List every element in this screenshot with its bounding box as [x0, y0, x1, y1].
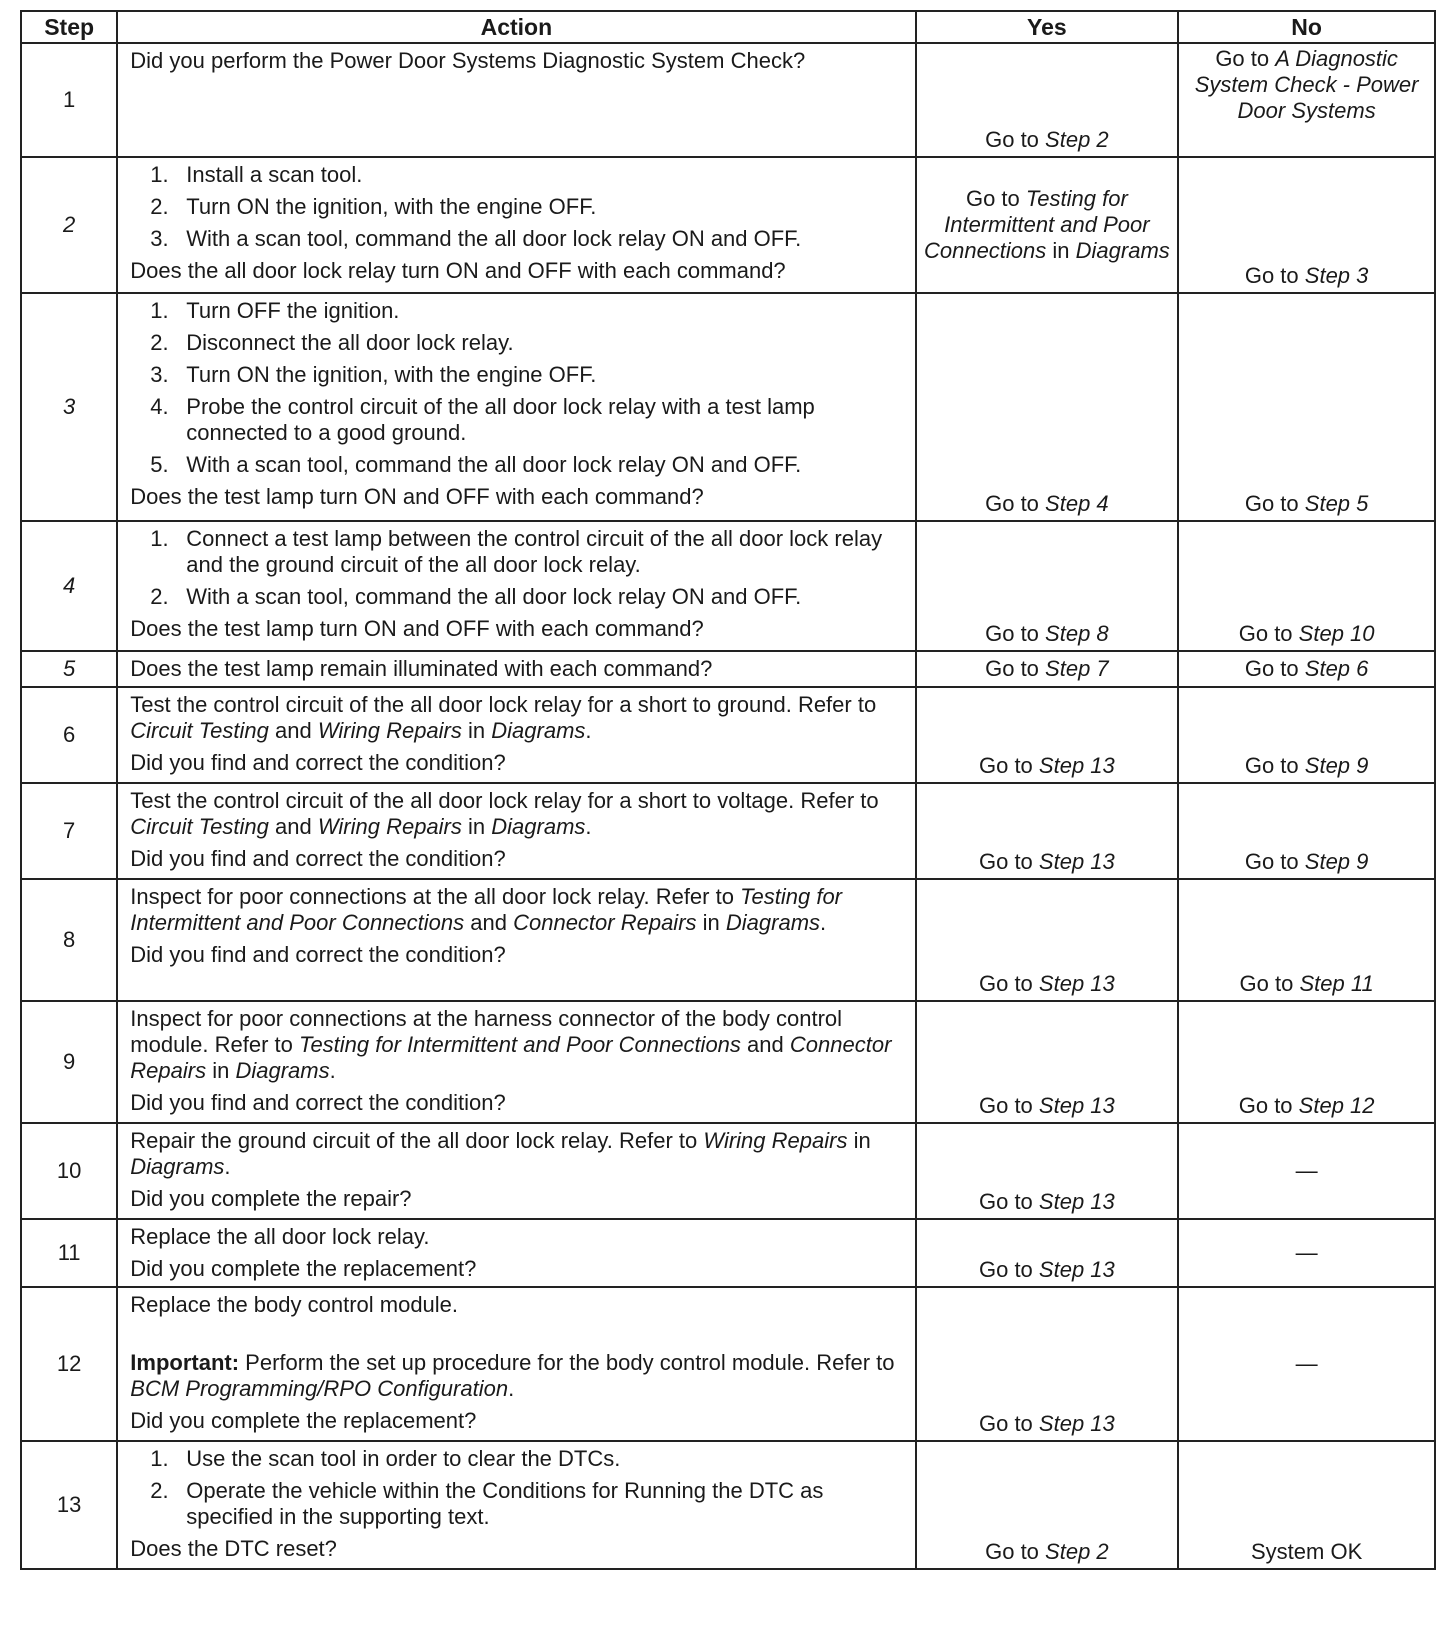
- question: Does the test lamp turn ON and OFF with each command?: [130, 484, 704, 509]
- no-cell: [1178, 1123, 1435, 1219]
- no-cell: Go to Step 3: [1178, 157, 1435, 293]
- list-item: 1. Turn OFF the ignition.: [150, 298, 400, 323]
- no-action-dash: —: [1295, 1157, 1318, 1183]
- question: Does the test lamp turn ON and OFF with each command?: [130, 616, 704, 641]
- step-number: 6: [21, 687, 117, 783]
- header-step: Step: [21, 11, 117, 43]
- yes-cell: Go to Step 13: [916, 879, 1179, 1001]
- action-cell: [117, 1287, 915, 1441]
- diagrams-link[interactable]: Diagrams: [725, 910, 821, 935]
- question: Did you find and correct the condition?: [130, 942, 506, 967]
- yes-cell: Go to Step 13: [916, 1123, 1179, 1219]
- wiring-repairs-link[interactable]: Wiring Repairs: [317, 718, 462, 743]
- table-row: [21, 1123, 1435, 1219]
- wiring-repairs-link[interactable]: Wiring Repairs: [317, 814, 462, 839]
- no-cell: [1178, 1287, 1435, 1441]
- yes-cell: Go to Step 13: [916, 1219, 1179, 1287]
- no-action-dash: —: [1295, 1350, 1318, 1376]
- list-item: 4. Probe the control circuit of the all door lock relay with a test lamp connected to a good ground.: [150, 394, 815, 445]
- step-link[interactable]: Step 6: [1304, 655, 1369, 681]
- step-number: 9: [21, 1001, 117, 1123]
- table-row: [21, 651, 1435, 687]
- question: Did you find and correct the condition?: [130, 1090, 506, 1115]
- step-number: 10: [21, 1123, 117, 1219]
- instruction-text: Test the control circuit of the all door lock relay for a short to voltage. Refer to Circuit Testing and Wiring Repairs in Diagrams.: [130, 788, 879, 839]
- step-link[interactable]: Step 7: [1045, 655, 1109, 681]
- table-row: [21, 1287, 1435, 1441]
- yes-cell: Go to Testing for Intermittent and Poor Connections in Diagrams: [916, 157, 1179, 293]
- action-cell: [117, 157, 915, 293]
- step-link[interactable]: Step 13: [1038, 1257, 1115, 1282]
- action-cell: [117, 1219, 915, 1287]
- instruction-text: Inspect for poor connections at the harness connector of the body control module. Refer to Testing for Intermittent and Poor Connections and Connector Repairs in Diagrams.: [130, 1006, 892, 1083]
- table-row: [21, 293, 1435, 521]
- table-row: [21, 43, 1435, 157]
- diagrams-link[interactable]: Diagrams: [1075, 237, 1170, 263]
- diagrams-link[interactable]: Diagrams: [130, 1154, 225, 1179]
- yes-cell: Go to Step 7: [916, 651, 1179, 687]
- list-item: 3. Turn ON the ignition, with the engine OFF.: [150, 362, 597, 387]
- no-cell: [1178, 43, 1435, 157]
- diagrams-link[interactable]: Diagrams: [491, 814, 586, 839]
- yes-cell: Go to Step 13: [916, 1287, 1179, 1441]
- list-item: 1. Connect a test lamp between the control circuit of the all door lock relay and the ground circuit of the all door lock relay.: [150, 526, 883, 577]
- circuit-testing-link[interactable]: Circuit Testing: [130, 814, 269, 839]
- list-item: 2. With a scan tool, command the all door lock relay ON and OFF.: [150, 584, 802, 609]
- step-number: 11: [21, 1219, 117, 1287]
- no-cell: Go to Step 10: [1178, 521, 1435, 651]
- question: Does the test lamp remain illuminated with each command?: [130, 656, 713, 681]
- step-link[interactable]: Step 9: [1304, 753, 1369, 778]
- action-cell: [117, 1123, 915, 1219]
- step-link[interactable]: Step 13: [1038, 849, 1115, 874]
- step-link[interactable]: Step 13: [1038, 971, 1115, 996]
- step-number: 12: [21, 1287, 117, 1441]
- list-item: 5. With a scan tool, command the all door lock relay ON and OFF.: [150, 452, 802, 477]
- yes-cell: Go to Step 2: [916, 1441, 1179, 1569]
- no-cell: Go to Step 5: [1178, 293, 1435, 521]
- step-link[interactable]: Step 13: [1038, 753, 1115, 778]
- list-item: 2. Turn ON the ignition, with the engine OFF.: [150, 194, 597, 219]
- no-cell: Go to Step 9: [1178, 687, 1435, 783]
- step-link[interactable]: Step 3: [1304, 263, 1369, 288]
- question: Does the all door lock relay turn ON and OFF with each command?: [130, 258, 786, 283]
- step-number: 4: [21, 521, 117, 651]
- step-number: 2: [21, 157, 117, 293]
- diagrams-link[interactable]: Diagrams: [491, 718, 586, 743]
- table-header-row: [21, 11, 1435, 43]
- question: Did you find and correct the condition?: [130, 846, 506, 871]
- header-yes: Yes: [916, 11, 1179, 43]
- connector-repairs-link[interactable]: Connector Repairs: [513, 910, 697, 935]
- system-ok-text: System OK: [1251, 1539, 1363, 1564]
- action-cell: [117, 783, 915, 879]
- diagnostic-table: [20, 10, 1436, 1570]
- step-link[interactable]: Step 13: [1038, 1411, 1115, 1436]
- table-row: [21, 1441, 1435, 1569]
- question: Does the DTC reset?: [130, 1536, 337, 1561]
- yes-cell: Go to Step 13: [916, 687, 1179, 783]
- wiring-repairs-link[interactable]: Wiring Repairs: [703, 1128, 848, 1153]
- testing-intermittent-link[interactable]: Testing for Intermittent and Poor Connections: [130, 884, 843, 935]
- step-link[interactable]: Step 11: [1299, 971, 1374, 996]
- bcm-programming-link[interactable]: BCM Programming/RPO Configuration: [130, 1376, 509, 1401]
- action-cell: [117, 879, 915, 1001]
- step-link[interactable]: Step 10: [1298, 621, 1375, 646]
- no-cell: Go to Step 9: [1178, 783, 1435, 879]
- yes-cell: [916, 43, 1179, 157]
- question: Did you complete the replacement?: [130, 1408, 477, 1433]
- table-row: [21, 687, 1435, 783]
- yes-cell: Go to Step 13: [916, 1001, 1179, 1123]
- list-item: 1. Use the scan tool in order to clear the DTCs.: [150, 1446, 621, 1471]
- table-row: [21, 879, 1435, 1001]
- instruction-text: Repair the ground circuit of the all door lock relay. Refer to Wiring Repairs in Diagrams.: [130, 1128, 871, 1179]
- instruction-text: Replace the all door lock relay.: [130, 1224, 430, 1249]
- step-link[interactable]: Step 13: [1038, 1189, 1115, 1214]
- go-to-text: Go to: [985, 127, 1039, 152]
- action-cell: [117, 293, 915, 521]
- table-row: [21, 1219, 1435, 1287]
- action-cell: [117, 1441, 915, 1569]
- instruction-text: Test the control circuit of the all door lock relay for a short to ground. Refer to Circuit Testing and Wiring Repairs in Diagrams.: [130, 692, 877, 743]
- header-no: No: [1178, 11, 1435, 43]
- no-cell: Go to Step 6: [1178, 651, 1435, 687]
- diagnostic-check-link[interactable]: A Diagnostic System Check - Power Door Systems: [1194, 46, 1419, 123]
- list-item: 3. With a scan tool, command the all door lock relay ON and OFF.: [150, 226, 802, 251]
- table-row: [21, 157, 1435, 293]
- instruction-text: Replace the body control module.: [130, 1292, 459, 1317]
- step-link[interactable]: Step 2: [1045, 1539, 1109, 1564]
- list-item: 2. Operate the vehicle within the Conditions for Running the DTC as specified in the supporting text.: [150, 1478, 824, 1529]
- step-link[interactable]: Step 5: [1304, 491, 1369, 516]
- step-number: 13: [21, 1441, 117, 1569]
- step-number: 8: [21, 879, 117, 1001]
- no-cell: Go to Step 11: [1178, 879, 1435, 1001]
- question: Did you complete the replacement?: [130, 1256, 477, 1281]
- important-note: Important: Perform the set up procedure for the body control module. Refer to BCM Programming/RPO Configuration.: [130, 1350, 895, 1401]
- step-number: 3: [21, 293, 117, 521]
- action-cell: [117, 521, 915, 651]
- testing-intermittent-link[interactable]: Testing for Intermittent and Poor Connections: [923, 185, 1150, 263]
- action-cell: [117, 43, 915, 157]
- question: Did you perform the Power Door Systems Diagnostic System Check?: [130, 48, 806, 73]
- action-cell: [117, 1001, 915, 1123]
- no-cell: Go to Step 12: [1178, 1001, 1435, 1123]
- yes-cell: Go to Step 8: [916, 521, 1179, 651]
- step-number: 7: [21, 783, 117, 879]
- go-to-text: Go to: [1215, 46, 1270, 71]
- step-link[interactable]: Step 2: [1045, 127, 1109, 152]
- list-item: 1. Install a scan tool.: [150, 162, 363, 187]
- action-cell: [117, 687, 915, 783]
- table-row: [21, 521, 1435, 651]
- step-number: 5: [21, 651, 117, 687]
- table-row: [21, 783, 1435, 879]
- testing-intermittent-link[interactable]: Testing for Intermittent and Poor Connections: [299, 1032, 741, 1057]
- circuit-testing-link[interactable]: Circuit Testing: [130, 718, 269, 743]
- question: Did you find and correct the condition?: [130, 750, 506, 775]
- step-link[interactable]: Step 4: [1045, 491, 1109, 516]
- diagrams-link[interactable]: Diagrams: [235, 1058, 330, 1083]
- question: Did you complete the repair?: [130, 1186, 412, 1211]
- yes-cell: Go to Step 4: [916, 293, 1179, 521]
- yes-cell: Go to Step 13: [916, 783, 1179, 879]
- no-cell: [1178, 1219, 1435, 1287]
- table-row: [21, 1001, 1435, 1123]
- list-item: 2. Disconnect the all door lock relay.: [150, 330, 514, 355]
- action-cell: [117, 651, 915, 687]
- no-cell: [1178, 1441, 1435, 1569]
- step-link[interactable]: Step 13: [1038, 1093, 1115, 1118]
- instruction-text: Inspect for poor connections at the all door lock relay. Refer to Testing for Intermittent and Poor Connections and Connector Repairs in Diagrams.: [130, 884, 843, 935]
- step-link[interactable]: Step 9: [1304, 849, 1369, 874]
- step-number: 1: [21, 43, 117, 157]
- no-action-dash: —: [1295, 1239, 1318, 1265]
- step-link[interactable]: Step 8: [1045, 621, 1109, 646]
- header-action: Action: [117, 11, 915, 43]
- step-link[interactable]: Step 12: [1298, 1093, 1375, 1118]
- connector-repairs-link[interactable]: Connector Repairs: [130, 1032, 892, 1083]
